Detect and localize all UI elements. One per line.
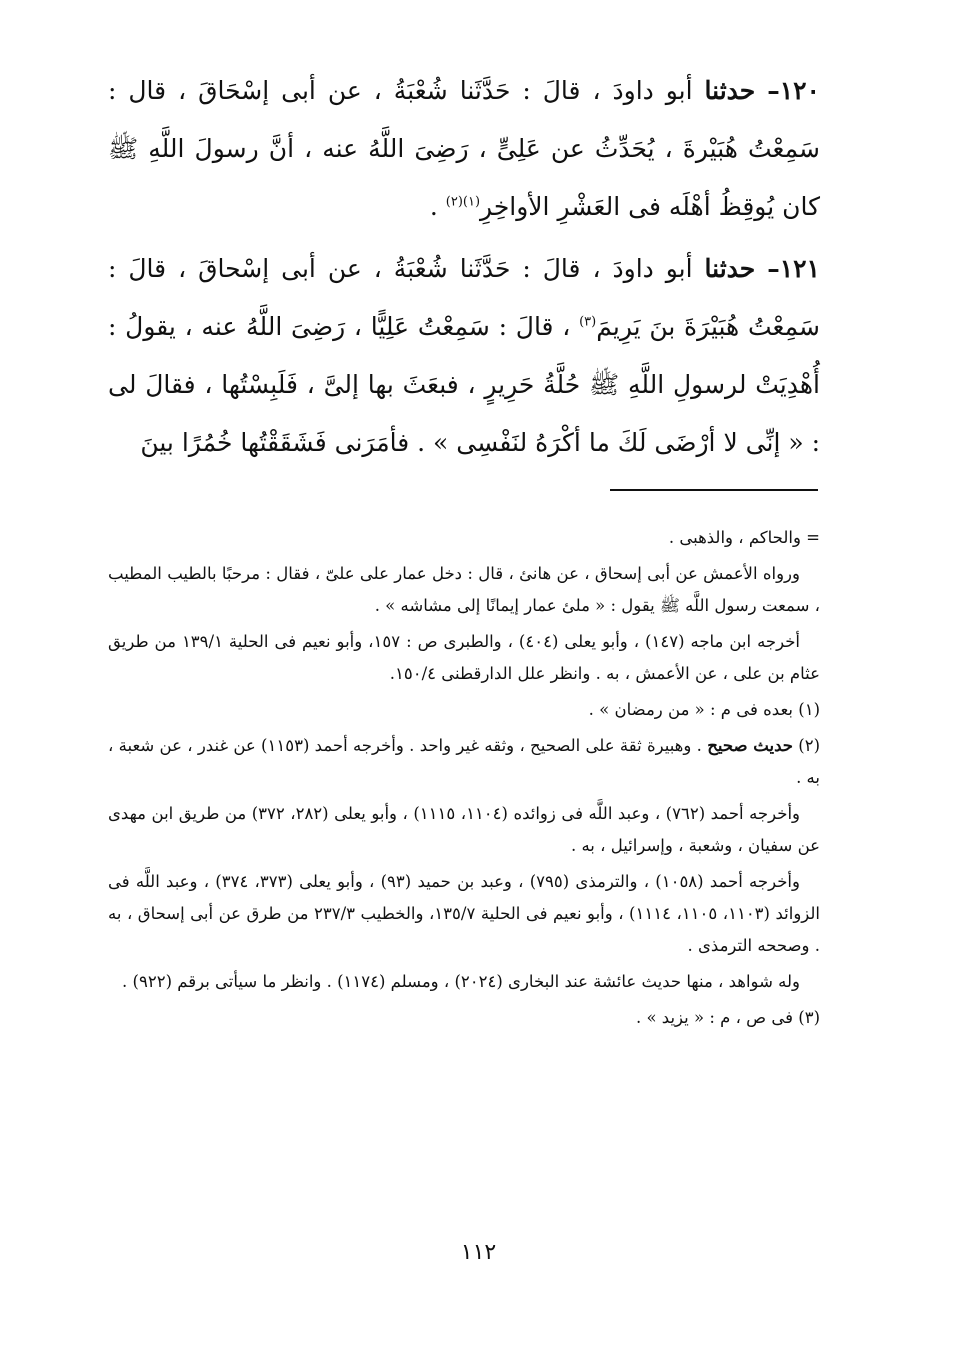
hadith-121 — [108, 240, 820, 472]
hadith-lead-word: حدثنا — [704, 76, 756, 105]
footnote-2: (٢) حديث صحيح . وهبيرة ثقة على الصحيح ، وثقه غير واحد . وأخرجه أحمد (١١٥٣) عن غندر ، عن شعبة ، به . — [108, 736, 820, 787]
hadith-end: . — [429, 192, 446, 221]
hadith-number: ١٢١– — [767, 254, 820, 283]
footnote-line: ورواه الأعمش عن أبى إسحاق ، عن هانئ ، قال : دخل عمار على علىّ ، فقال : مرحبًا بالطيب المطيب ، سمعت رسول اللَّه ﷺ يقول : « ملئ عمار إيمانًا إلى مشاشه » . — [108, 564, 820, 615]
footnote-line: = والحاكم ، والذهبى . — [668, 528, 820, 547]
footnote-2-grade: حديث صحيح — [707, 736, 793, 755]
hadith-lead-word: حدثنا — [704, 254, 756, 283]
hadith-120 — [108, 62, 820, 236]
hadith-text-part-2: ، قالَ : سَمِعْتُ عَلِيًّا ، رَضِىَ اللَّهُ عنه ، يقولُ : أُهْدِيَتْ لرسولِ اللَّهِ ﷺ حُلَّةُ حَرِيرٍ ، فبعَثَ بها إلىَّ ، فَلَبِسْتُها ، فقالَ لى : « إنِّى لا أرْضَى لَكَ ما أكْرَهُ لنَفْسِى » . فأمَرَنى فَشَقَقْتُها خُمُرًا بينَ — [108, 312, 820, 457]
footnote-separator — [610, 489, 818, 491]
footnote-2-number: (٢) — [798, 736, 820, 755]
footnote-ref: (٣) — [579, 314, 597, 330]
footnote-line: أخرجه ابن ماجه (١٤٧) ، وأبو يعلى (٤٠٤) ، والطبرى ص : ١٥٧، وأبو نعيم فى الحلية ١٣٩/١ من طريق عثام بن على ، عن الأعمش ، به . وانظر علل الدارقطنى ١٥٠/٤. — [108, 632, 820, 683]
hadith-text-part-1: أبو داودَ ، قالَ : حَدَّثَنا شُعْبَةُ ، عن أبى إسْحاقَ ، قالَ : سَمِعْتُ هُبَيْرَةَ بنَ يَرِيمَ — [108, 254, 820, 341]
footnotes — [108, 522, 820, 1038]
footnote-3: (٣) فى ص ، م : « يزيد » . — [635, 1008, 820, 1027]
footnote-2-text: وهبيرة ثقة على الصحيح ، وثقه غير واحد . وأخرجه أحمد (١١٥٣) عن غندر ، عن شعبة ، به . — [108, 736, 820, 787]
hadith-text: أبو داودَ ، قالَ : حَدَّثَنا شُعْبَةُ ، عن أبى إسْحَاقَ ، قال : سَمِعْتُ هُبَيْرةَ ، يُحَدِّثُ عن عَلِىٍّ ، رَضِىَ اللَّهُ عنه ، أنَّ رسولَ اللَّهِ ﷺ كان يُوقِظُ أهْلَه فى العَشْرِ الأواخِرِ — [108, 76, 820, 221]
footnote-line: وأخرجه أحمد (١٠٥٨) ، والترمذى (٧٩٥) ، وعبد بن حميد (٩٣) ، وأبو يعلى (٣٧٣، ٣٧٤) ، وعبد اللَّه فى الزوائد (١١٠٣، ١١٠٥، ١١١٤) ، وأبو نعيم فى الحلية ١٣٥/٧، والخطيب ٢٣٧/٣ من طرق عن أبى إسحاق ، به . وصححه الترمذى . — [108, 872, 821, 955]
footnote-ref: (١)(٢) — [445, 194, 481, 210]
hadith-number: ١٢٠– — [767, 76, 820, 105]
page-number: ١١٢ — [460, 1240, 497, 1265]
footnote-line: وأخرجه أحمد (٧٦٢) ، وعبد اللَّه فى زوائده (١١٠٤، ١١١٥) ، وأبو يعلى (٢٨٢، ٣٧٢) من طريق ابن مهدى عن سفيان ، وشعبة ، وإسرائيل ، به . — [108, 804, 820, 855]
footnote-line: وله شواهد ، منها حديث عائشة عند البخارى (٢٠٢٤) ، ومسلم (١١٧٤) . وانظر ما سيأتى برقم (٩٢٢) . — [122, 972, 800, 991]
footnote-1: (١) بعده فى م : « من رمضان » . — [588, 700, 820, 719]
